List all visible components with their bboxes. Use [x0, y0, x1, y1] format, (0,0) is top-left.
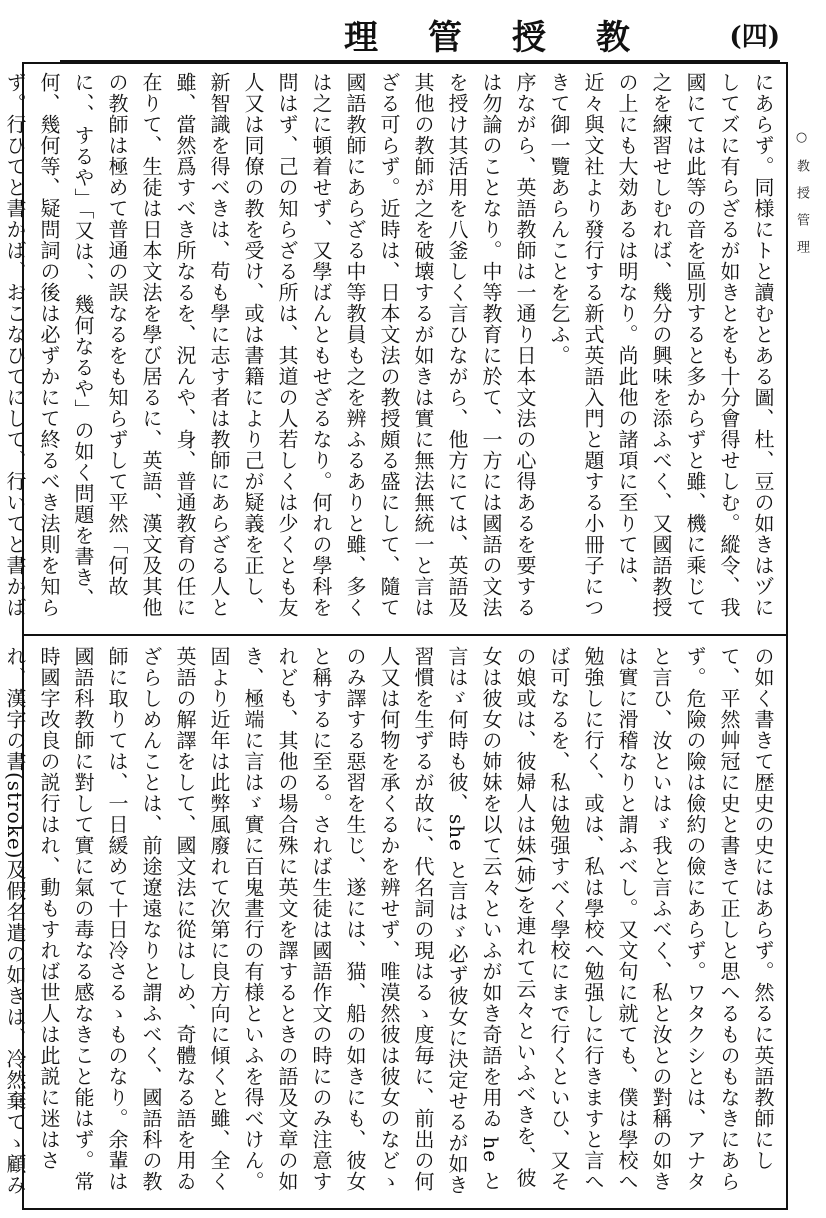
running-title-char: 管	[428, 18, 462, 58]
paragraph: にあらず。同様にトと讀むとある圖、杜、豆の如きはヅにしてズに有らざるが如きとをも十分會得せしむ。縱令、我國にては此等の音を區別すると多からずと雖、機に乘じて之を練習せしむれば、幾分の興味を添ふべく、又國語教授の上にも大効あるは明なり。尚此他の諸項に至りては、近々與文社より發行する新式英語入門と題する小冊子につきて御一覽あらんことを乞ふ。	[547, 72, 775, 618]
running-title-char: 授	[512, 18, 546, 58]
paragraph: 序ながら、英語教師は一通り日本文法の心得あるを要するは勿論のことなり。中等教育に於て、一方には國語の文法を授け其活用を八釜しく言ひながら、他方にては、英語及其他の教師が之を破壊するが如きは實に無法無統一と言はざる可らず。近時は、日本文法の教授頗る盛にして、隨て國語教師にあらざる中等教員も之を辨ふるありと雖、多くは之に頓着せず、又學ばんともせざるなり。何れの學科を問はず、己の知らざる所は、其道の人若しくは少くとも友人又は同僚の教を受け、或は書籍により己が疑義を正し、新智識を得べきは、苟も學に志す者は教師にあらざる人と雖、當然爲すべき所なるを、況んや、身、普通教育の任に在りて、生徒は日本文法を學び居るに、英語、漢文及其他の教師は極めて普通の誤なるをも知らずして平然「何故に、、するや」「又は、、幾何なるや」の如く問題を書き、何、幾何等、疑問詞の後は必ずかにて終るべき法則を知らず。行ひてと書かば、おこなひてにして、行いてと書かば	[3, 72, 537, 618]
running-title-char: 教	[596, 18, 630, 58]
page-number: (四)	[729, 22, 780, 52]
bottom-text-block	[3, 646, 780, 1202]
section-divider	[22, 634, 788, 636]
page-header	[60, 6, 780, 62]
running-title	[344, 10, 630, 59]
top-text-block	[3, 72, 780, 624]
side-label: ○教授管理	[794, 130, 809, 267]
running-title-char: 理	[344, 18, 378, 58]
paragraph: の如く書きて歴史の史にはあらず。然るに英語教師にして、平然艸冠に史と書きて正しと思へるものもなきにあらず。危險の險は儉約の儉にあらず。ワタクシとは、アナタと言ひ、汝といはゞ我と言ふべく、私と汝との對稱の如きは實に滑稽なりと謂ふべし。又文句に就ても、僕は學校へ勉強しに行く、或は、私は學校へ勉强しに行きますと言へば可なるを、私は勉强すべく學校にまで行くといひ、又その娘或は、彼婦人は妹(姉)を連れて云々といふべきを、彼女は彼女の姉妹を以て云々といふが如き奇語を用ゐ he と言はゞ何時も彼、she と言はゞ必ず彼女に決定せるが如き習慣を生ずるが故に、代名詞の現はるゝ度毎に、前出の何人又は何物を承くるかを辨せず、唯漠然彼は彼女のなどゝのみ譯する惡習を生じ、遂には、猫、船の如きにも、彼女と稱するに至る。されば生徒は國語作文の時にのみ注意すれども、其他の場合殊に英文を譯するときの語及文章の如き、極端に言はゞ實に百鬼晝行の有様といふを得べけん。固より近年は此弊風廢れて次第に良方向に傾くと雖、全く英語の解譯をして、國文法に從はしめ、奇體なる語を用ゐざらしめんことは、前途遼遠なりと謂ふべく、國語科の教師に取りては、一日緩めて十日冷さるゝものなり。余輩は國語科教師に對して實に氣の毒なる感なきこと能はず。常時國字改良の説行はれ、動もすれば世人は此説に迷はされ、漢字の書(stroke)及假名遣の如きは、冷然棄てゝ顧み	[3, 646, 775, 1196]
